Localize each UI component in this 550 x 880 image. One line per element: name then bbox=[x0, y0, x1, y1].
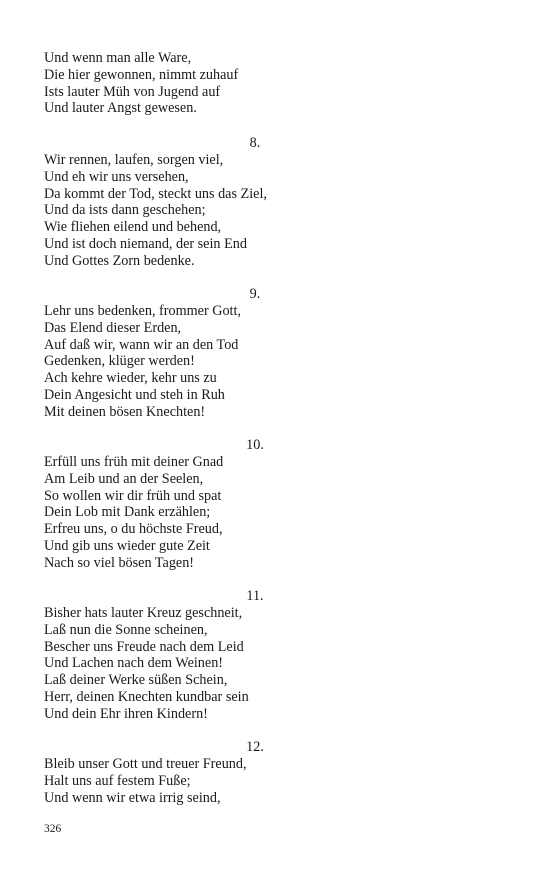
verse-line: Und dein Ehr ihren Kindern! bbox=[44, 705, 208, 722]
verse-line: Dein Angesicht und steh in Ruh bbox=[44, 386, 225, 403]
verse-line: So wollen wir dir früh und spat bbox=[44, 487, 222, 504]
verse-line: Ists lauter Müh von Jugend auf bbox=[44, 83, 221, 100]
verse-line: Laß nun die Sonne scheinen, bbox=[44, 621, 208, 638]
verse-line: Herr, deinen Knechten kundbar sein bbox=[44, 688, 249, 705]
verse-line: Bleib unser Gott und treuer Freund, bbox=[44, 756, 247, 772]
verse-line: Lehr uns bedenken, frommer Gott, bbox=[44, 303, 241, 319]
verse-line: Wie fliehen eilend und behend, bbox=[44, 219, 222, 236]
stanza-9 bbox=[44, 303, 464, 421]
verse-line: Nach so viel bösen Tagen! bbox=[44, 554, 195, 571]
verse-line: Erfreu uns, o du höchste Freud, bbox=[44, 521, 223, 538]
stanza-8 bbox=[44, 152, 464, 270]
stanza-number: 11. bbox=[246, 588, 264, 604]
verse-line: Laß deiner Werke süßen Schein, bbox=[44, 672, 228, 689]
verse-line: Und Gottes Zorn bedenke. bbox=[44, 252, 195, 269]
page-number: 326 bbox=[44, 823, 62, 835]
verse-line: Am Leib und an der Seelen, bbox=[44, 470, 204, 487]
verse-line: Und wenn wir etwa irrig seind, bbox=[44, 789, 221, 806]
verse-line: Und da ists dann geschehen; bbox=[44, 202, 206, 219]
stanza-number: 8. bbox=[249, 135, 261, 151]
verse-line: Und Lachen nach dem Weinen! bbox=[44, 655, 224, 672]
stanza-number: 9. bbox=[249, 286, 261, 302]
stanza-number: 12. bbox=[246, 739, 264, 755]
verse-line: Gedenken, klüger werden! bbox=[44, 353, 195, 370]
verse-line: Auf daß wir, wann wir an den Tod bbox=[44, 336, 239, 353]
verse-line: Und wenn man alle Ware, bbox=[44, 50, 192, 66]
verse-line: Dein Lob mit Dank erzählen; bbox=[44, 504, 211, 521]
stanza-11 bbox=[44, 605, 464, 723]
stanza-number: 10. bbox=[246, 437, 264, 453]
verse-line: Und eh wir uns versehen, bbox=[44, 168, 189, 185]
verse-line: Und ist doch niemand, der sein End bbox=[44, 235, 247, 252]
verse-line: Die hier gewonnen, nimmt zuhauf bbox=[44, 66, 239, 83]
verse-line: Und lauter Angst gewesen. bbox=[44, 100, 197, 117]
stanza-12 bbox=[44, 756, 464, 806]
verse-line: Und gib uns wieder gute Zeit bbox=[44, 537, 210, 554]
verse-line: Das Elend dieser Erden, bbox=[44, 319, 182, 336]
verse-line: Mit deinen bösen Knechten! bbox=[44, 403, 206, 420]
verse-line: Ach kehre wieder, kehr uns zu bbox=[44, 370, 217, 387]
verse-line: Halt uns auf festem Fuße; bbox=[44, 772, 191, 789]
verse-line: Bisher hats lauter Kreuz geschneit, bbox=[44, 605, 243, 621]
verse-line: Wir rennen, laufen, sorgen viel, bbox=[44, 152, 224, 168]
stanza-continuation bbox=[44, 50, 464, 117]
verse-line: Da kommt der Tod, steckt uns das Ziel, bbox=[44, 185, 267, 202]
verse-line: Bescher uns Freude nach dem Leid bbox=[44, 638, 244, 655]
verse-line: Erfüll uns früh mit deiner Gnad bbox=[44, 454, 224, 470]
stanza-10 bbox=[44, 454, 464, 572]
